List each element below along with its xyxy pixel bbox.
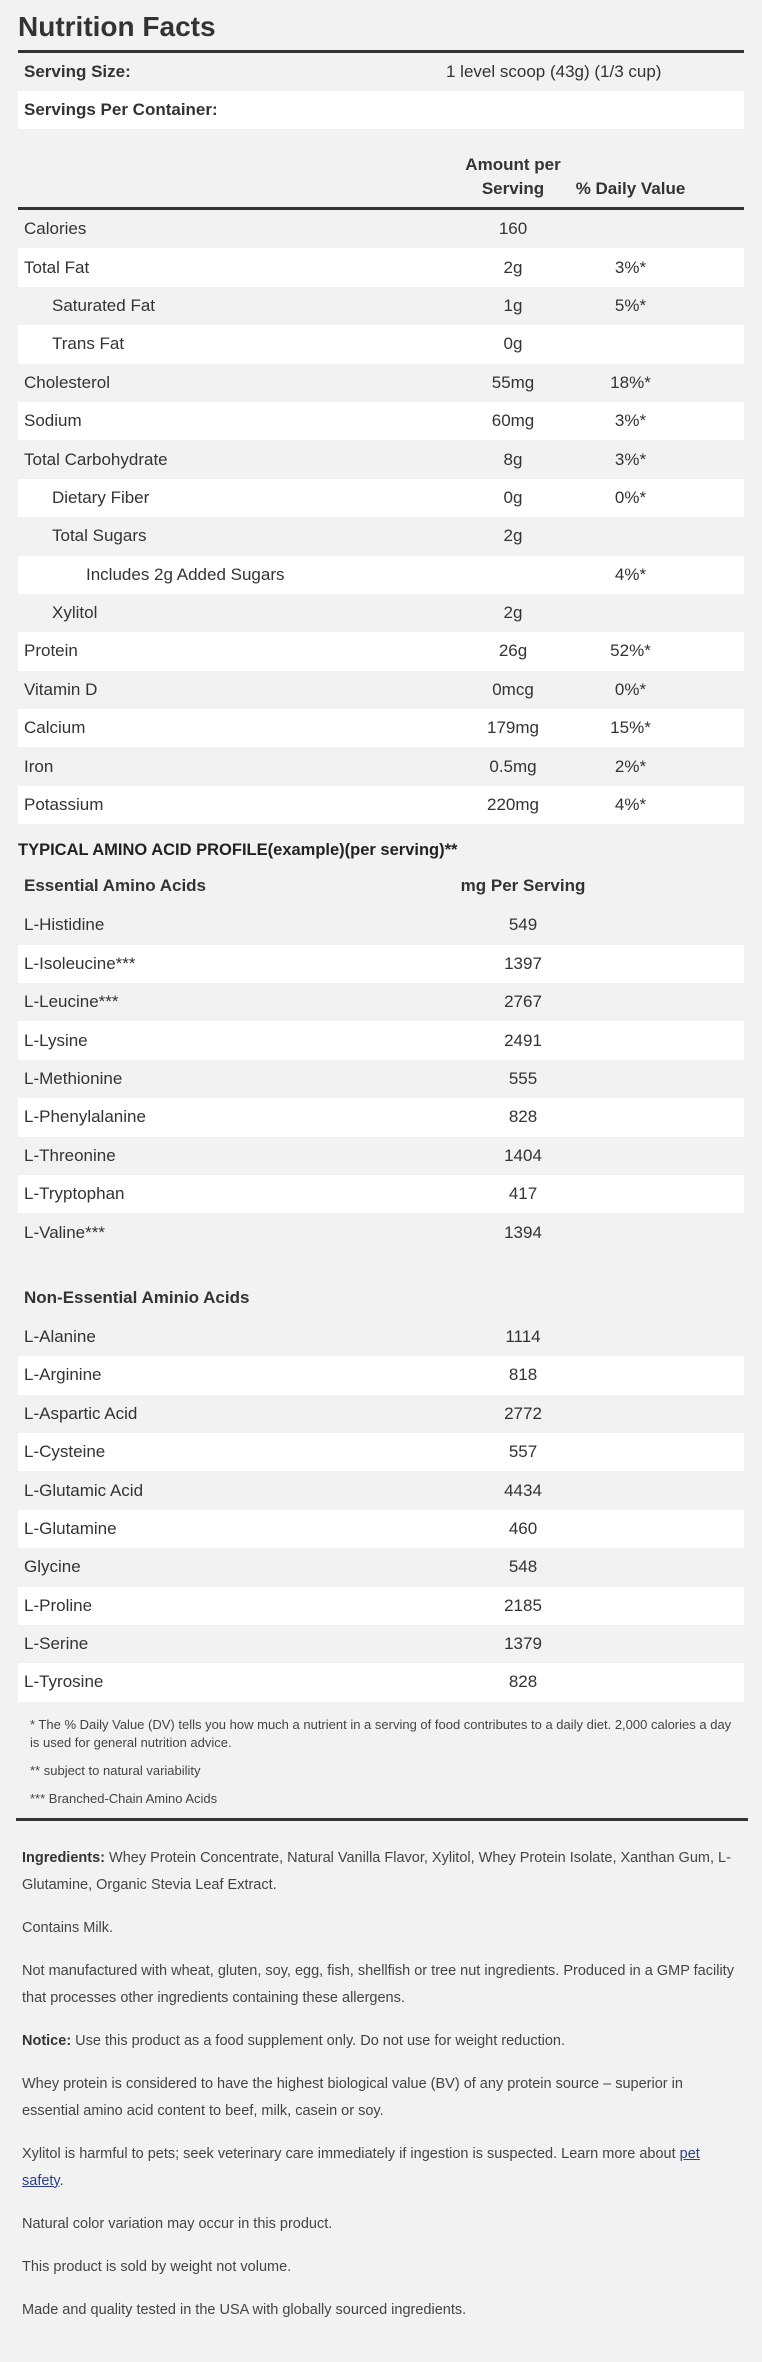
amino-acid-name: L-Arginine [24, 1365, 102, 1385]
nutrient-daily-value: 2%* [614, 756, 647, 776]
amino-acid-row [18, 1021, 744, 1059]
amino-profile-title: TYPICAL AMINO ACID PROFILE(example)(per serving)** [18, 841, 458, 860]
nutrient-amount: 1g [503, 295, 523, 315]
nutrient-amount: 55mg [491, 372, 535, 392]
amino-acid-name: L-Isoleucine*** [24, 953, 136, 973]
servings-per-container-row [18, 91, 744, 129]
serving-size-value: 1 level scoop (43g) (1/3 cup) [446, 62, 662, 81]
nutrient-name: Calcium [24, 718, 86, 738]
nutrient-row [18, 364, 744, 402]
amino-acid-mg: 1114 [505, 1326, 541, 1346]
amino-acid-row [18, 945, 744, 983]
nutrient-name: Total Sugars [52, 526, 147, 546]
amino-acid-name: L-Proline [24, 1595, 93, 1615]
nutrient-daily-value: 3%* [614, 449, 647, 469]
nutrient-row [18, 747, 744, 785]
nutrient-daily-value: 15%* [610, 718, 651, 738]
amino-acid-mg: 828 [508, 1672, 538, 1692]
nutrient-name: Protein [24, 641, 78, 661]
amino-acid-row [18, 1587, 744, 1625]
nutrient-name: Potassium [24, 795, 104, 815]
variability-footnote: ** subject to natural variability [30, 1762, 201, 1778]
nutrient-amount: 0g [503, 334, 523, 354]
allergen-statement: Not manufactured with wheat, gluten, soy, egg, fish, shellfish or tree nut ingredients. Produced in a GMP facility that processes other ingredients containing these allergens. [22, 1962, 734, 2006]
weight-note: This product is sold by weight not volume. [22, 2258, 292, 2275]
nutrient-daily-value: 0%* [614, 679, 647, 699]
nutrient-daily-value: 52%* [610, 641, 651, 661]
nutrient-amount: 60mg [491, 411, 535, 431]
nutrient-amount: 0g [503, 487, 523, 507]
nutrient-name: Total Carbohydrate [24, 449, 168, 469]
amino-acid-mg: 1404 [504, 1145, 542, 1165]
amino-acid-row [18, 1356, 744, 1394]
nutrient-row [18, 479, 744, 517]
amino-acid-name: L-Valine*** [24, 1222, 105, 1242]
nutrient-daily-value: 5%* [614, 295, 647, 315]
essential-amino-label: Essential Amino Acids [24, 876, 207, 896]
contains-milk: Contains Milk. [22, 1919, 114, 1936]
amino-acid-mg: 555 [508, 1069, 538, 1088]
ingredients-label: Ingredients: [22, 1849, 105, 1866]
amino-acid-mg: 1379 [504, 1634, 542, 1654]
amino-acid-name: L-Glutamine [24, 1518, 117, 1538]
nutrient-row [18, 287, 744, 325]
dv-footnote: * The % Daily Value (DV) tells you how much a nutrient in a serving of food contributes to a daily diet. 2,000 calories a day is used for general nutrition advice. [30, 1716, 732, 1750]
serving-size-label: Serving Size: [24, 62, 131, 81]
nutrition-table-header [18, 141, 744, 207]
nutrient-name: Iron [24, 756, 54, 776]
made-in-usa-note: Made and quality tested in the USA with globally sourced ingredients. [22, 2301, 467, 2318]
color-variation-note: Natural color variation may occur in this product. [22, 2215, 333, 2232]
nutrient-row [18, 786, 744, 824]
amino-acid-name: L-Methionine [24, 1069, 123, 1088]
amino-acid-row [18, 1060, 744, 1098]
amino-acid-row [18, 1395, 744, 1433]
footnotes [18, 1702, 744, 1808]
amount-per-serving-header: Amount per Serving [465, 155, 561, 198]
nutrient-row [18, 325, 744, 363]
amino-acid-row [18, 1137, 744, 1175]
ingredients: Ingredients: Whey Protein Concentrate, Natural Vanilla Flavor, Xylitol, Whey Protein Isolate, Xanthan Gum, L-Glutamine, Organic Stevia Leaf Extract. [22, 1849, 731, 1893]
bcaa-footnote: *** Branched-Chain Amino Acids [30, 1790, 218, 1806]
amino-acid-row [18, 983, 744, 1021]
notice: Notice: Use this product as a food supplement only. Do not use for weight reduction. [22, 2032, 565, 2049]
nutrient-amount: 26g [498, 641, 528, 661]
amino-acid-mg: 549 [508, 915, 538, 935]
amino-acid-name: L-Histidine [24, 915, 105, 935]
nutrient-amount: 220mg [487, 795, 539, 815]
amino-acid-name: L-Phenylalanine [24, 1107, 146, 1127]
nonessential-amino-label: Non-Essential Aminio Acids [24, 1287, 250, 1307]
nonessential-amino-table [18, 1318, 744, 1702]
amino-acid-name: L-Tyrosine [24, 1672, 104, 1692]
nutrient-name: Sodium [24, 411, 82, 431]
amino-acid-name: L-Threonine [24, 1145, 116, 1165]
amino-acid-mg: 2772 [504, 1403, 542, 1423]
nutrient-daily-value: 18%* [610, 372, 651, 392]
amino-acid-mg: 2185 [504, 1595, 542, 1615]
nutrient-name: Xylitol [52, 603, 98, 623]
whey-statement: Whey protein is considered to have the highest biological value (BV) of any protein source – superior in essential amino acid content to beef, milk, casein or soy. [22, 2075, 683, 2119]
essential-amino-table [18, 906, 744, 1252]
nutrient-daily-value: 3%* [614, 257, 647, 277]
servings-per-container-label: Servings Per Container: [24, 100, 218, 119]
nutrient-amount: 160 [498, 219, 528, 239]
nutrient-amount: 179mg [487, 718, 539, 738]
essential-amino-header [18, 866, 744, 906]
amino-acid-row [18, 1318, 744, 1356]
nutrient-name: Saturated Fat [52, 295, 156, 315]
nutrients-table [18, 210, 744, 824]
nonessential-amino-header [18, 1278, 744, 1318]
amino-acid-row [18, 1098, 744, 1136]
amino-acid-row [18, 1433, 744, 1471]
page-title: Nutrition Facts [18, 11, 216, 42]
amino-acid-name: L-Alanine [24, 1326, 96, 1346]
nutrient-name: Total Fat [24, 257, 90, 277]
daily-value-header: % Daily Value [575, 179, 686, 198]
nutrient-row [18, 594, 744, 632]
amino-acid-row [18, 906, 744, 944]
nutrient-name: Trans Fat [52, 334, 125, 354]
amino-acid-name: Glycine [24, 1557, 81, 1577]
amino-acid-mg: 4434 [504, 1480, 542, 1500]
amino-acid-name: L-Serine [24, 1634, 89, 1654]
amino-acid-mg: 548 [508, 1557, 538, 1577]
mg-per-serving-header: mg Per Serving [460, 876, 586, 896]
amino-acid-row [18, 1471, 744, 1509]
nutrient-name: Includes 2g Added Sugars [86, 564, 285, 584]
nutrient-amount: 0.5mg [489, 756, 537, 776]
amino-acid-mg: 557 [508, 1442, 538, 1462]
amino-acid-row [18, 1663, 744, 1701]
nutrient-daily-value: 4%* [614, 795, 647, 815]
nutrient-row [18, 632, 744, 670]
nutrient-daily-value: 4%* [614, 564, 647, 584]
amino-acid-name: L-Glutamic Acid [24, 1480, 144, 1500]
pet-safety-link[interactable]: pet safety [22, 2145, 700, 2189]
nutrient-row [18, 709, 744, 747]
amino-acid-row [18, 1175, 744, 1213]
serving-size-row [18, 53, 744, 91]
product-info [18, 1821, 744, 2324]
nutrient-name: Vitamin D [24, 679, 98, 699]
amino-acid-name: L-Tryptophan [24, 1184, 125, 1204]
amino-acid-row [18, 1548, 744, 1586]
amino-acid-row [18, 1625, 744, 1663]
nutrient-row [18, 671, 744, 709]
nutrient-name: Cholesterol [24, 372, 110, 392]
nutrient-daily-value: 0%* [614, 487, 647, 507]
nutrient-amount: 8g [503, 449, 523, 469]
amino-acid-mg: 818 [508, 1365, 538, 1385]
nutrient-name: Calories [24, 219, 87, 239]
nutrient-row [18, 556, 744, 594]
amino-acid-name: L-Cysteine [24, 1442, 106, 1462]
nutrient-amount: 2g [503, 603, 523, 623]
amino-acid-mg: 1397 [504, 953, 542, 973]
amino-acid-mg: 417 [508, 1184, 538, 1204]
amino-acid-mg: 1394 [504, 1222, 542, 1242]
nutrient-row [18, 402, 744, 440]
nutrient-row [18, 517, 744, 555]
amino-acid-row [18, 1510, 744, 1548]
amino-acid-mg: 460 [508, 1518, 538, 1538]
amino-acid-row [18, 1213, 744, 1251]
xylitol-warning: Xylitol is harmful to pets; seek veterinary care immediately if ingestion is suspected. Learn more about pet safety. [22, 2145, 700, 2189]
nutrient-row [18, 248, 744, 286]
nutrient-daily-value: 3%* [614, 411, 647, 431]
nutrient-amount: 2g [503, 526, 523, 546]
amino-acid-mg: 2767 [504, 992, 542, 1012]
amino-acid-mg: 2491 [504, 1030, 542, 1050]
nutrient-amount: 0mcg [492, 679, 534, 699]
nutrient-row [18, 210, 744, 248]
nutrient-amount: 2g [503, 257, 523, 277]
notice-label: Notice: [22, 2032, 72, 2049]
nutrient-name: Dietary Fiber [52, 487, 150, 507]
nutrient-row [18, 440, 744, 478]
amino-acid-mg: 828 [508, 1107, 538, 1127]
amino-acid-name: L-Aspartic Acid [24, 1403, 138, 1423]
amino-acid-name: L-Leucine*** [24, 992, 119, 1012]
amino-acid-name: L-Lysine [24, 1030, 88, 1050]
